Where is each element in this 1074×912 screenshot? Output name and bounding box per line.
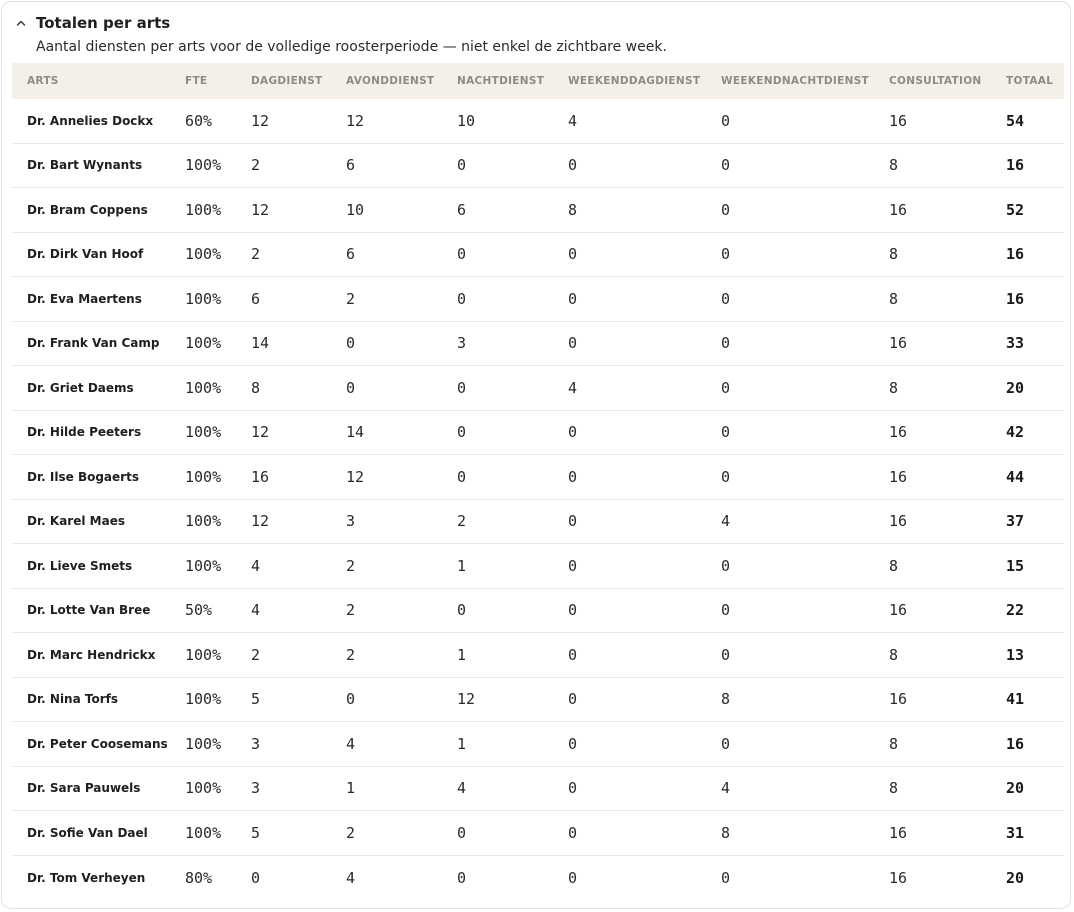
- cell-consultation: 16: [889, 111, 908, 130]
- cell-weekendnachtdienst: 0: [721, 156, 731, 175]
- cell-fte: 100%: [185, 734, 222, 753]
- cell-totaal: 52: [1006, 200, 1025, 219]
- cell-nachtdienst: 4: [457, 779, 467, 798]
- cell-nachtdienst: 1: [457, 734, 467, 753]
- cell-consultation: 8: [889, 245, 899, 264]
- cell-consultation: 8: [889, 378, 899, 397]
- physician-name: Dr. Sofie Van Dael: [27, 825, 148, 840]
- cell-avonddienst: 0: [346, 334, 356, 353]
- cell-fte: 60%: [185, 111, 213, 130]
- cell-dagdienst: 8: [251, 378, 261, 397]
- cell-avonddienst: 14: [346, 423, 365, 442]
- cell-fte: 100%: [185, 556, 222, 575]
- cell-nachtdienst: 10: [457, 111, 476, 130]
- physician-name: Dr. Bart Wynants: [27, 158, 143, 173]
- cell-fte: 100%: [185, 200, 222, 219]
- column-header-fte: FTE: [185, 75, 208, 87]
- cell-weekendnachtdienst: 0: [721, 378, 731, 397]
- table-row: [12, 678, 1064, 723]
- physician-name: Dr. Tom Verheyen: [27, 870, 146, 885]
- cell-weekendnachtdienst: 4: [721, 512, 731, 531]
- cell-totaal: 20: [1006, 779, 1025, 798]
- cell-totaal: 16: [1006, 734, 1025, 753]
- cell-weekenddagdienst: 0: [568, 512, 578, 531]
- table-row: [12, 811, 1064, 856]
- cell-weekenddagdienst: 0: [568, 601, 578, 620]
- table-row: [12, 722, 1064, 767]
- cell-weekenddagdienst: 0: [568, 556, 578, 575]
- cell-weekendnachtdienst: 0: [721, 645, 731, 664]
- cell-totaal: 41: [1006, 690, 1025, 709]
- cell-weekenddagdienst: 4: [568, 111, 578, 130]
- cell-fte: 100%: [185, 334, 222, 353]
- totals-table: [12, 63, 1064, 900]
- cell-weekenddagdienst: 0: [568, 823, 578, 842]
- cell-totaal: 16: [1006, 289, 1025, 308]
- cell-weekendnachtdienst: 0: [721, 334, 731, 353]
- totals-per-physician-panel: [1, 1, 1071, 909]
- cell-avonddienst: 10: [346, 200, 365, 219]
- physician-name: Dr. Eva Maertens: [27, 291, 142, 306]
- cell-totaal: 22: [1006, 601, 1025, 620]
- cell-weekenddagdienst: 0: [568, 734, 578, 753]
- cell-weekenddagdienst: 4: [568, 378, 578, 397]
- cell-avonddienst: 1: [346, 779, 356, 798]
- physician-name: Dr. Lotte Van Bree: [27, 603, 151, 618]
- cell-nachtdienst: 1: [457, 645, 467, 664]
- table-row: [12, 589, 1064, 634]
- cell-weekendnachtdienst: 0: [721, 245, 731, 264]
- table-row: [12, 233, 1064, 278]
- cell-dagdienst: 12: [251, 423, 270, 442]
- cell-weekendnachtdienst: 0: [721, 601, 731, 620]
- cell-weekendnachtdienst: 0: [721, 734, 731, 753]
- cell-dagdienst: 12: [251, 111, 270, 130]
- cell-consultation: 8: [889, 289, 899, 308]
- cell-nachtdienst: 2: [457, 512, 467, 531]
- cell-fte: 100%: [185, 823, 222, 842]
- cell-weekendnachtdienst: 0: [721, 289, 731, 308]
- cell-totaal: 16: [1006, 245, 1025, 264]
- table-row: [12, 544, 1064, 589]
- table-row: [12, 366, 1064, 411]
- cell-avonddienst: 6: [346, 156, 356, 175]
- cell-consultation: 8: [889, 645, 899, 664]
- cell-weekenddagdienst: 0: [568, 245, 578, 264]
- physician-name: Dr. Marc Hendrickx: [27, 647, 156, 662]
- cell-totaal: 42: [1006, 423, 1025, 442]
- cell-avonddienst: 0: [346, 378, 356, 397]
- cell-nachtdienst: 0: [457, 378, 467, 397]
- cell-totaal: 33: [1006, 334, 1025, 353]
- column-header-weekenddagdienst: WEEKENDDAGDIENST: [568, 75, 701, 87]
- cell-nachtdienst: 3: [457, 334, 467, 353]
- cell-consultation: 16: [889, 690, 908, 709]
- cell-nachtdienst: 0: [457, 601, 467, 620]
- panel-header-toggle[interactable]: [14, 12, 170, 34]
- cell-dagdienst: 12: [251, 200, 270, 219]
- cell-fte: 100%: [185, 378, 222, 397]
- table-row: [12, 277, 1064, 322]
- column-header-consultation: CONSULTATION: [889, 75, 982, 87]
- cell-consultation: 8: [889, 734, 899, 753]
- table-row: [12, 99, 1064, 144]
- cell-consultation: 16: [889, 467, 908, 486]
- cell-weekendnachtdienst: 8: [721, 690, 731, 709]
- cell-dagdienst: 12: [251, 512, 270, 531]
- cell-avonddienst: 3: [346, 512, 356, 531]
- physician-name: Dr. Bram Coppens: [27, 202, 148, 217]
- physician-name: Dr. Lieve Smets: [27, 558, 133, 573]
- cell-dagdienst: 14: [251, 334, 270, 353]
- cell-weekenddagdienst: 0: [568, 334, 578, 353]
- cell-nachtdienst: 0: [457, 245, 467, 264]
- cell-dagdienst: 6: [251, 289, 261, 308]
- cell-weekendnachtdienst: 0: [721, 556, 731, 575]
- cell-weekendnachtdienst: 0: [721, 467, 731, 486]
- cell-dagdienst: 16: [251, 467, 270, 486]
- table-row: [12, 633, 1064, 678]
- table-row: [12, 411, 1064, 456]
- cell-weekenddagdienst: 0: [568, 289, 578, 308]
- cell-consultation: 16: [889, 423, 908, 442]
- cell-dagdienst: 4: [251, 556, 261, 575]
- cell-weekendnachtdienst: 8: [721, 823, 731, 842]
- cell-dagdienst: 3: [251, 734, 261, 753]
- table-row: [12, 767, 1064, 812]
- cell-weekenddagdienst: 0: [568, 423, 578, 442]
- column-header-avonddienst: AVONDDIENST: [346, 75, 435, 87]
- panel-subtitle: Aantal diensten per arts voor de volledige roosterperiode — niet enkel de zichtbare week.: [36, 39, 667, 55]
- cell-consultation: 16: [889, 200, 908, 219]
- cell-fte: 100%: [185, 467, 222, 486]
- cell-dagdienst: 2: [251, 245, 261, 264]
- table-row: [12, 144, 1064, 189]
- cell-weekenddagdienst: 0: [568, 690, 578, 709]
- column-header-arts: ARTS: [27, 75, 59, 87]
- column-header-dagdienst: DAGDIENST: [251, 75, 323, 87]
- cell-weekenddagdienst: 0: [568, 868, 578, 887]
- cell-consultation: 8: [889, 779, 899, 798]
- cell-weekenddagdienst: 0: [568, 467, 578, 486]
- cell-nachtdienst: 0: [457, 289, 467, 308]
- physician-name: Dr. Nina Torfs: [27, 692, 118, 707]
- cell-weekenddagdienst: 0: [568, 156, 578, 175]
- cell-nachtdienst: 6: [457, 200, 467, 219]
- cell-consultation: 16: [889, 823, 908, 842]
- cell-dagdienst: 3: [251, 779, 261, 798]
- cell-dagdienst: 5: [251, 823, 261, 842]
- cell-weekendnachtdienst: 0: [721, 423, 731, 442]
- cell-consultation: 16: [889, 868, 908, 887]
- cell-avonddienst: 12: [346, 467, 365, 486]
- table-row: [12, 188, 1064, 233]
- cell-totaal: 15: [1006, 556, 1025, 575]
- cell-nachtdienst: 12: [457, 690, 476, 709]
- cell-avonddienst: 2: [346, 823, 356, 842]
- cell-fte: 100%: [185, 156, 222, 175]
- cell-dagdienst: 0: [251, 868, 261, 887]
- cell-fte: 100%: [185, 512, 222, 531]
- table-row: [12, 500, 1064, 545]
- cell-fte: 100%: [185, 690, 222, 709]
- table-row: [12, 322, 1064, 367]
- physician-name: Dr. Peter Coosemans: [27, 736, 168, 751]
- cell-totaal: 20: [1006, 868, 1025, 887]
- cell-consultation: 16: [889, 512, 908, 531]
- column-header-weekendnachtdienst: WEEKENDNACHTDIENST: [721, 75, 870, 87]
- column-header-nachtdienst: NACHTDIENST: [457, 75, 545, 87]
- cell-fte: 100%: [185, 423, 222, 442]
- cell-dagdienst: 5: [251, 690, 261, 709]
- cell-totaal: 20: [1006, 378, 1025, 397]
- physician-name: Dr. Annelies Dockx: [27, 113, 154, 128]
- chevron-up-icon[interactable]: [14, 16, 28, 30]
- cell-nachtdienst: 1: [457, 556, 467, 575]
- cell-fte: 80%: [185, 868, 213, 887]
- cell-weekenddagdienst: 0: [568, 645, 578, 664]
- cell-fte: 50%: [185, 601, 213, 620]
- cell-fte: 100%: [185, 645, 222, 664]
- cell-avonddienst: 2: [346, 289, 356, 308]
- physician-name: Dr. Hilde Peeters: [27, 425, 142, 440]
- cell-nachtdienst: 0: [457, 156, 467, 175]
- table-body: [12, 99, 1064, 900]
- cell-totaal: 37: [1006, 512, 1025, 531]
- cell-consultation: 8: [889, 156, 899, 175]
- cell-weekendnachtdienst: 0: [721, 111, 731, 130]
- cell-fte: 100%: [185, 289, 222, 308]
- cell-totaal: 31: [1006, 823, 1025, 842]
- table-row: [12, 455, 1064, 500]
- cell-weekendnachtdienst: 0: [721, 200, 731, 219]
- cell-avonddienst: 4: [346, 734, 356, 753]
- cell-avonddienst: 0: [346, 690, 356, 709]
- cell-consultation: 8: [889, 556, 899, 575]
- cell-totaal: 13: [1006, 645, 1025, 664]
- cell-avonddienst: 2: [346, 601, 356, 620]
- cell-nachtdienst: 0: [457, 467, 467, 486]
- cell-avonddienst: 12: [346, 111, 365, 130]
- cell-fte: 100%: [185, 245, 222, 264]
- cell-nachtdienst: 0: [457, 868, 467, 887]
- cell-weekenddagdienst: 0: [568, 779, 578, 798]
- physician-name: Dr. Karel Maes: [27, 514, 125, 529]
- table-header: [12, 63, 1064, 99]
- cell-avonddienst: 6: [346, 245, 356, 264]
- panel-title: Totalen per arts: [36, 14, 171, 32]
- table-row: [12, 856, 1064, 901]
- cell-nachtdienst: 0: [457, 823, 467, 842]
- cell-dagdienst: 2: [251, 645, 261, 664]
- cell-avonddienst: 4: [346, 868, 356, 887]
- physician-name: Dr. Griet Daems: [27, 380, 134, 395]
- physician-name: Dr. Sara Pauwels: [27, 781, 141, 796]
- physician-name: Dr. Frank Van Camp: [27, 336, 160, 351]
- physician-name: Dr. Ilse Bogaerts: [27, 469, 139, 484]
- cell-consultation: 16: [889, 601, 908, 620]
- cell-weekenddagdienst: 8: [568, 200, 578, 219]
- column-header-totaal: TOTAAL: [1006, 75, 1054, 87]
- cell-avonddienst: 2: [346, 556, 356, 575]
- cell-consultation: 16: [889, 334, 908, 353]
- physician-name: Dr. Dirk Van Hoof: [27, 247, 144, 262]
- cell-weekendnachtdienst: 0: [721, 868, 731, 887]
- cell-totaal: 16: [1006, 156, 1025, 175]
- cell-fte: 100%: [185, 779, 222, 798]
- cell-avonddienst: 2: [346, 645, 356, 664]
- cell-weekendnachtdienst: 4: [721, 779, 731, 798]
- cell-dagdienst: 2: [251, 156, 261, 175]
- cell-totaal: 54: [1006, 111, 1025, 130]
- cell-totaal: 44: [1006, 467, 1025, 486]
- cell-dagdienst: 4: [251, 601, 261, 620]
- cell-nachtdienst: 0: [457, 423, 467, 442]
